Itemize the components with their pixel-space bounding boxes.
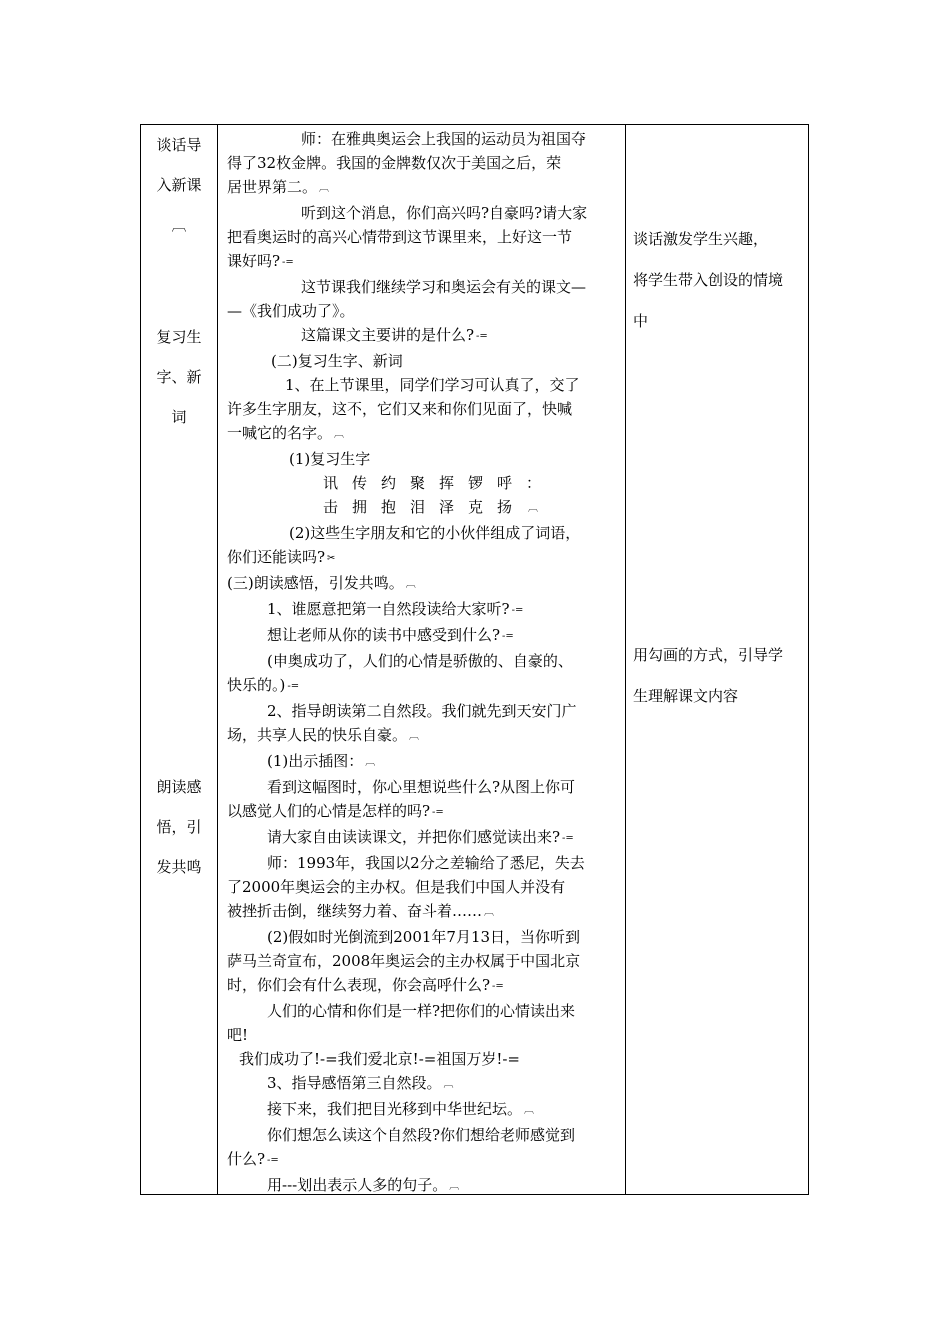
edit-mark: -= xyxy=(476,331,488,342)
edit-mark: -= xyxy=(511,605,524,616)
text-line: 得了32枚金牌。我国的金牌数仅次于美国之后，荣 xyxy=(227,154,562,172)
text-line: 萨马兰奇宣布，2008年奥运会的主办权属于中国北京 xyxy=(227,952,581,970)
edit-mark: -= xyxy=(492,981,504,992)
heading-line: 字、新 xyxy=(156,368,202,386)
text-line: 3、指导感悟第三自然段。 ︹ xyxy=(267,1074,454,1092)
section-heading-reading xyxy=(141,767,217,887)
text-line: 吧! xyxy=(227,1026,249,1044)
text-line: 场，共享人民的快乐自豪。 ︹ xyxy=(227,726,420,744)
lesson-body xyxy=(227,127,619,1199)
section-heading-review xyxy=(141,317,217,437)
text-line: 想让老师从你的读书中感受到什么? -= xyxy=(267,626,514,644)
text-line: 一喊它的名字。 ︹ xyxy=(227,424,345,442)
design-note-1 xyxy=(633,219,807,342)
text-line: 2、指导朗读第二自然段。我们就先到天安门广 xyxy=(267,702,577,720)
note-line: 用勾画的方式，引导学 xyxy=(633,646,784,664)
text-line: 许多生字朋友，这不，它们又来和你们见面了，快喊 xyxy=(227,400,573,418)
text-line: (1)复习生字 xyxy=(289,450,371,468)
heading-line: 谈话导 xyxy=(156,136,202,154)
text-line: 1、在上节课里，同学们学习可认真了，交了 xyxy=(285,376,580,394)
edit-mark: -= xyxy=(287,681,300,692)
text-line: 以感觉人们的心情是怎样的吗? -= xyxy=(227,802,444,820)
text-line: 师：在雅典奥运会上我国的运动员为祖国夺 xyxy=(301,130,587,148)
edit-mark: ︹ xyxy=(319,183,330,194)
text-line: —《我们成功了》。 xyxy=(227,302,355,320)
text-line: 了2000年奥运会的主办权。但是我们中国人并没有 xyxy=(227,878,566,896)
text-line: 课好吗? -= xyxy=(227,252,294,270)
text-line: (2)这些生字朋友和它的小伙伴组成了词语， xyxy=(289,524,581,542)
text-line: 看到这幅图时，你心里想说些什么?从图上你可 xyxy=(267,778,576,796)
text-line: 请大家自由读读课文，并把你们感觉读出来? -= xyxy=(267,828,574,846)
text-line: 快乐的。) -= xyxy=(227,676,300,694)
edit-mark: ： xyxy=(526,474,556,492)
subheading-reading: (三)朗读感悟，引发共鸣。 ︹ xyxy=(227,574,416,592)
edit-mark: ︹ xyxy=(528,503,553,514)
column-divider-2 xyxy=(625,125,626,1194)
text-line: 时，你们会有什么表现，你会高呼什么? -= xyxy=(227,976,504,994)
text-line: (1)出示插图： ︹ xyxy=(267,752,376,770)
text-line: 你们想怎么读这个自然段?你们想给老师感觉到 xyxy=(267,1126,576,1144)
design-note-2 xyxy=(633,635,807,717)
text-line: 听到这个消息，你们高兴吗?自豪吗?请大家 xyxy=(301,204,588,222)
subheading-review: (二)复习生字、新词 xyxy=(271,352,403,370)
text-line: 你们还能读吗? ✂ xyxy=(227,548,336,566)
note-line: 中 xyxy=(633,312,649,330)
text-line: 什么? -= xyxy=(227,1150,279,1168)
text-line: 这篇课文主要讲的是什么? -= xyxy=(301,326,488,344)
note-line: 将学生带入创设的情境 xyxy=(633,271,784,289)
edit-mark: ︹ xyxy=(365,757,376,768)
text-line: 接下来，我们把目光移到中华世纪坛。 ︹ xyxy=(267,1100,535,1118)
character-row-2: 击拥抱泪泽克扬 ︹ xyxy=(323,498,553,516)
edit-mark: ︹ xyxy=(524,1105,535,1116)
note-line: 生理解课文内容 xyxy=(633,687,739,705)
text-line: 用---划出表示人多的句子。 ︹ xyxy=(267,1176,460,1194)
heading-line: 朗读感 xyxy=(156,778,202,796)
text-line: 居世界第二。 ︹ xyxy=(227,178,330,196)
edit-mark: ︹ xyxy=(405,579,416,590)
section-heading-intro xyxy=(141,125,217,245)
heading-line: 悟，引 xyxy=(156,818,202,836)
lesson-table xyxy=(140,124,809,1195)
character-row-1: 讯传约聚挥锣呼： xyxy=(323,474,556,492)
note-line: 谈话激发学生兴趣， xyxy=(633,230,769,248)
edit-mark: ︹ xyxy=(449,1181,460,1192)
text-line: 1、谁愿意把第一自然段读给大家听? -= xyxy=(267,600,524,618)
text-line: 人们的心情和你们是一样?把你们的心情读出来 xyxy=(267,1002,576,1020)
edit-mark: ︹ xyxy=(171,216,187,234)
heading-line: 复习生 xyxy=(156,328,202,346)
edit-mark: ︹ xyxy=(443,1079,454,1090)
edit-mark: ︹ xyxy=(484,907,495,918)
scissors-icon: ✂ xyxy=(327,553,336,564)
edit-mark: -= xyxy=(502,631,514,642)
text-line: 被挫折击倒，继续努力着、奋斗着…… ︹ xyxy=(227,902,495,920)
edit-mark: -= xyxy=(267,1155,279,1166)
edit-mark: -= xyxy=(432,807,444,818)
text-line: 我们成功了!-=我们爱北京!-=祖国万岁!-= xyxy=(239,1050,520,1068)
text-line: 把看奥运时的高兴心情带到这节课里来，上好这一节 xyxy=(227,228,573,246)
text-line: 师：1993年，我国以2分之差输给了悉尼，失去 xyxy=(267,854,585,872)
heading-line: 发共鸣 xyxy=(156,858,202,876)
edit-mark: -= xyxy=(282,257,294,268)
text-line: (申奥成功了，人们的心情是骄傲的、自豪的、 xyxy=(267,652,573,670)
heading-line: 入新课 xyxy=(156,176,202,194)
text-line: (2)假如时光倒流到2001年7月13日，当你听到 xyxy=(267,928,581,946)
heading-line: 词 xyxy=(171,408,187,426)
edit-mark: -= xyxy=(562,833,574,844)
edit-mark: ︹ xyxy=(409,731,420,742)
text-line: 这节课我们继续学习和奥运会有关的课文— xyxy=(301,278,587,296)
column-divider-1 xyxy=(217,125,218,1194)
edit-mark: ︹ xyxy=(334,429,345,440)
